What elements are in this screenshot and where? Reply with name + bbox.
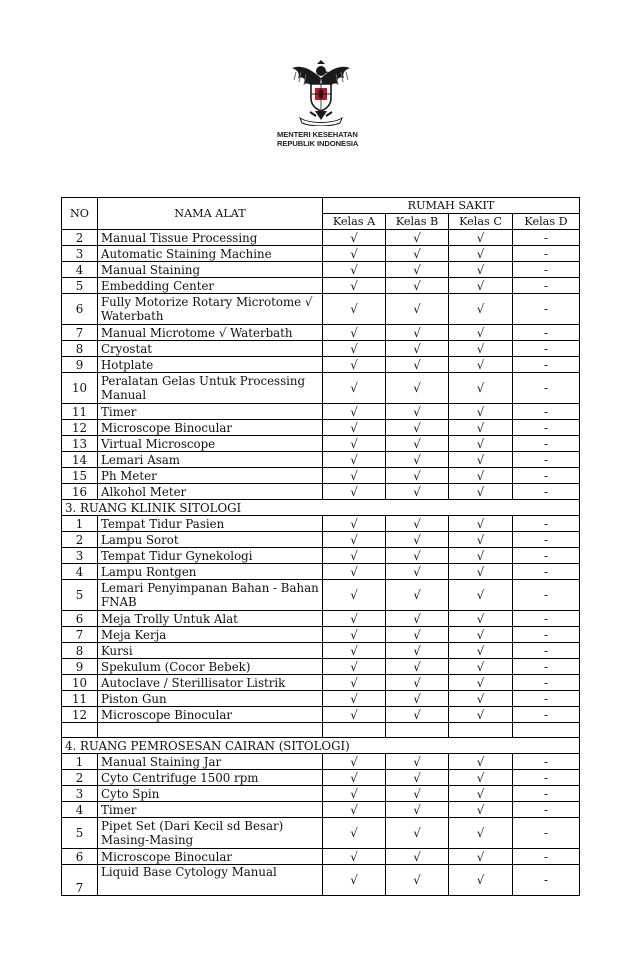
- class-mark: √: [386, 786, 449, 802]
- row-number: 3: [62, 548, 98, 564]
- table-row: [62, 341, 580, 357]
- class-mark: -: [513, 548, 580, 564]
- table-row: [62, 849, 580, 865]
- class-mark: √: [323, 516, 386, 532]
- class-mark: -: [513, 770, 580, 786]
- row-number: 1: [62, 754, 98, 770]
- table-row: [62, 420, 580, 436]
- row-number: 1: [62, 516, 98, 532]
- letterhead: [274, 58, 368, 148]
- class-mark: √: [449, 341, 513, 357]
- row-number: 4: [62, 802, 98, 818]
- class-mark: -: [513, 707, 580, 723]
- equipment-name: Tempat Tidur Pasien: [98, 516, 323, 532]
- row-number: 10: [62, 675, 98, 691]
- equipment-name: Cyto Centrifuge 1500 rpm: [98, 770, 323, 786]
- class-mark: -: [513, 865, 580, 896]
- equipment-name: Lampu Rontgen: [98, 564, 323, 580]
- table-row: [62, 770, 580, 786]
- equipment-name: Manual Staining: [98, 262, 323, 278]
- equipment-name: Meja Kerja: [98, 627, 323, 643]
- class-mark: √: [386, 294, 449, 325]
- class-mark: √: [323, 675, 386, 691]
- table-row: [62, 564, 580, 580]
- class-mark: -: [513, 325, 580, 341]
- equipment-name: Kursi: [98, 643, 323, 659]
- class-mark: √: [323, 230, 386, 246]
- class-mark: √: [449, 325, 513, 341]
- row-number: 11: [62, 404, 98, 420]
- equipment-name: Fully Motorize Rotary Microtome √ Waterbath: [98, 294, 323, 325]
- class-mark: √: [449, 357, 513, 373]
- class-mark: √: [386, 325, 449, 341]
- col-no-header: NO: [62, 198, 98, 230]
- equipment-name: Spekulum (Cocor Bebek): [98, 659, 323, 675]
- row-number: 8: [62, 341, 98, 357]
- row-number: 5: [62, 278, 98, 294]
- col-name-header: NAMA ALAT: [98, 198, 323, 230]
- class-mark: √: [449, 548, 513, 564]
- class-mark: -: [513, 373, 580, 404]
- table-row: [62, 436, 580, 452]
- class-mark: -: [513, 564, 580, 580]
- class-mark: √: [386, 754, 449, 770]
- class-mark: √: [386, 802, 449, 818]
- class-mark: √: [386, 659, 449, 675]
- class-mark: -: [513, 484, 580, 500]
- table-row: [62, 468, 580, 484]
- row-number: 3: [62, 246, 98, 262]
- equipment-name: Autoclave / Sterillisator Listrik: [98, 675, 323, 691]
- table-row: [62, 643, 580, 659]
- row-number: 2: [62, 770, 98, 786]
- equipment-name: Alkohol Meter: [98, 484, 323, 500]
- class-mark: √: [323, 246, 386, 262]
- class-mark: √: [386, 404, 449, 420]
- row-number: 7: [62, 865, 98, 896]
- class-header: Kelas B: [386, 214, 449, 230]
- letterhead-line-2: REPUBLIK INDONESIA: [277, 139, 359, 148]
- row-number: 6: [62, 611, 98, 627]
- equipment-name: Microscope Binocular: [98, 420, 323, 436]
- class-mark: √: [323, 532, 386, 548]
- equipment-name: Microscope Binocular: [98, 707, 323, 723]
- equipment-name: Lemari Asam: [98, 452, 323, 468]
- section-row: [62, 500, 580, 516]
- class-mark: √: [449, 849, 513, 865]
- row-number: 2: [62, 532, 98, 548]
- section-title: 4. RUANG PEMROSESAN CAIRAN (SITOLOGI): [62, 738, 580, 754]
- class-mark: √: [386, 484, 449, 500]
- row-number: 12: [62, 420, 98, 436]
- equipment-name: Liquid Base Cytology Manual: [98, 865, 323, 896]
- class-mark: √: [386, 548, 449, 564]
- row-number: 4: [62, 564, 98, 580]
- class-mark: -: [513, 532, 580, 548]
- equipment-name: Timer: [98, 404, 323, 420]
- table-row: [62, 786, 580, 802]
- table-row: [62, 691, 580, 707]
- row-number: 9: [62, 659, 98, 675]
- class-mark: √: [386, 675, 449, 691]
- class-mark: -: [513, 452, 580, 468]
- class-mark: √: [323, 420, 386, 436]
- class-mark: √: [449, 580, 513, 611]
- class-mark: √: [449, 802, 513, 818]
- row-number: 9: [62, 357, 98, 373]
- class-mark: √: [386, 818, 449, 849]
- class-header: Kelas D: [513, 214, 580, 230]
- class-mark: √: [449, 532, 513, 548]
- class-mark: -: [513, 580, 580, 611]
- class-mark: -: [513, 516, 580, 532]
- row-number: 6: [62, 294, 98, 325]
- class-mark: √: [449, 468, 513, 484]
- class-mark: √: [386, 627, 449, 643]
- class-mark: √: [386, 262, 449, 278]
- class-mark: √: [449, 436, 513, 452]
- section-row: [62, 738, 580, 754]
- class-mark: √: [386, 770, 449, 786]
- row-number: 7: [62, 627, 98, 643]
- empty-row: [62, 723, 580, 738]
- class-mark: √: [449, 770, 513, 786]
- table-row: [62, 865, 580, 896]
- equipment-name: Tempat Tidur Gynekologi: [98, 548, 323, 564]
- table-row: [62, 675, 580, 691]
- class-mark: √: [323, 786, 386, 802]
- class-mark: -: [513, 675, 580, 691]
- class-mark: √: [386, 691, 449, 707]
- class-mark: √: [323, 643, 386, 659]
- class-mark: √: [449, 452, 513, 468]
- row-number: 7: [62, 325, 98, 341]
- table-row: [62, 754, 580, 770]
- equipment-name: Meja Trolly Untuk Alat: [98, 611, 323, 627]
- empty-cell: [513, 723, 580, 738]
- class-mark: -: [513, 278, 580, 294]
- class-mark: √: [386, 436, 449, 452]
- class-mark: √: [449, 786, 513, 802]
- class-mark: √: [386, 373, 449, 404]
- class-mark: -: [513, 357, 580, 373]
- class-mark: √: [323, 627, 386, 643]
- class-mark: √: [323, 849, 386, 865]
- class-mark: √: [323, 436, 386, 452]
- class-mark: √: [449, 754, 513, 770]
- class-mark: -: [513, 611, 580, 627]
- class-mark: -: [513, 436, 580, 452]
- class-mark: √: [386, 341, 449, 357]
- class-mark: √: [323, 818, 386, 849]
- class-mark: √: [323, 404, 386, 420]
- equipment-name: Piston Gun: [98, 691, 323, 707]
- class-mark: √: [449, 564, 513, 580]
- row-number: 11: [62, 691, 98, 707]
- class-mark: √: [323, 548, 386, 564]
- class-mark: √: [449, 484, 513, 500]
- class-mark: √: [449, 278, 513, 294]
- class-mark: √: [386, 611, 449, 627]
- class-mark: √: [323, 373, 386, 404]
- class-mark: √: [449, 675, 513, 691]
- equipment-name: Ph Meter: [98, 468, 323, 484]
- class-header: Kelas A: [323, 214, 386, 230]
- class-mark: -: [513, 468, 580, 484]
- table-row: [62, 278, 580, 294]
- table-row: [62, 325, 580, 341]
- equipment-name: Lampu Sorot: [98, 532, 323, 548]
- class-mark: -: [513, 262, 580, 278]
- table-row: [62, 532, 580, 548]
- class-mark: √: [449, 373, 513, 404]
- row-number: 4: [62, 262, 98, 278]
- class-mark: -: [513, 802, 580, 818]
- equipment-name: Virtual Microscope: [98, 436, 323, 452]
- section-title: 3. RUANG KLINIK SITOLOGI: [62, 500, 580, 516]
- table-row: [62, 357, 580, 373]
- garuda-emblem-icon: [286, 58, 356, 126]
- class-mark: √: [449, 404, 513, 420]
- class-mark: √: [386, 707, 449, 723]
- class-mark: √: [449, 659, 513, 675]
- class-mark: √: [386, 564, 449, 580]
- empty-cell: [98, 723, 323, 738]
- equipment-name: Automatic Staining Machine: [98, 246, 323, 262]
- table-row: [62, 707, 580, 723]
- class-mark: -: [513, 627, 580, 643]
- class-mark: -: [513, 659, 580, 675]
- class-mark: -: [513, 818, 580, 849]
- class-mark: √: [449, 262, 513, 278]
- class-mark: √: [386, 452, 449, 468]
- equipment-name: Timer: [98, 802, 323, 818]
- class-mark: √: [323, 754, 386, 770]
- equipment-table: [61, 197, 580, 896]
- class-mark: √: [323, 357, 386, 373]
- row-number: 16: [62, 484, 98, 500]
- equipment-name: Cryostat: [98, 341, 323, 357]
- class-mark: √: [449, 865, 513, 896]
- group-header: RUMAH SAKIT: [323, 198, 580, 214]
- class-mark: -: [513, 230, 580, 246]
- class-mark: √: [386, 468, 449, 484]
- class-mark: -: [513, 691, 580, 707]
- row-number: 15: [62, 468, 98, 484]
- class-mark: √: [323, 865, 386, 896]
- class-mark: √: [323, 278, 386, 294]
- empty-cell: [62, 723, 98, 738]
- class-mark: √: [323, 611, 386, 627]
- equipment-name: Manual Staining Jar: [98, 754, 323, 770]
- row-number: 5: [62, 818, 98, 849]
- class-mark: √: [323, 341, 386, 357]
- class-mark: √: [386, 516, 449, 532]
- table-row: [62, 802, 580, 818]
- class-mark: √: [386, 865, 449, 896]
- table-row: [62, 404, 580, 420]
- equipment-name: Peralatan Gelas Untuk Processing Manual: [98, 373, 323, 404]
- row-number: 12: [62, 707, 98, 723]
- class-mark: √: [449, 707, 513, 723]
- class-mark: √: [386, 230, 449, 246]
- table-row: [62, 611, 580, 627]
- row-number: 3: [62, 786, 98, 802]
- class-mark: -: [513, 786, 580, 802]
- class-mark: √: [449, 516, 513, 532]
- class-mark: √: [323, 452, 386, 468]
- class-mark: -: [513, 246, 580, 262]
- equipment-name: Microscope Binocular: [98, 849, 323, 865]
- class-mark: √: [386, 580, 449, 611]
- row-number: 2: [62, 230, 98, 246]
- table-row: [62, 580, 580, 611]
- row-number: 5: [62, 580, 98, 611]
- class-mark: √: [449, 294, 513, 325]
- row-number: 10: [62, 373, 98, 404]
- table-row: [62, 818, 580, 849]
- row-number: 8: [62, 643, 98, 659]
- class-mark: √: [323, 325, 386, 341]
- class-mark: √: [449, 420, 513, 436]
- table-row: [62, 484, 580, 500]
- class-mark: √: [386, 278, 449, 294]
- class-mark: √: [323, 580, 386, 611]
- class-header: Kelas C: [449, 214, 513, 230]
- class-mark: √: [386, 246, 449, 262]
- equipment-name: Hotplate: [98, 357, 323, 373]
- row-number: 13: [62, 436, 98, 452]
- table-row: [62, 373, 580, 404]
- class-mark: √: [323, 707, 386, 723]
- table-row: [62, 262, 580, 278]
- class-mark: √: [449, 691, 513, 707]
- class-mark: √: [323, 294, 386, 325]
- equipment-name: Pipet Set (Dari Kecil sd Besar) Masing-Masing: [98, 818, 323, 849]
- class-mark: -: [513, 404, 580, 420]
- class-mark: -: [513, 643, 580, 659]
- table-row: [62, 516, 580, 532]
- table-row: [62, 246, 580, 262]
- table-row: [62, 294, 580, 325]
- class-mark: √: [323, 484, 386, 500]
- equipment-name: Cyto Spin: [98, 786, 323, 802]
- table-row: [62, 452, 580, 468]
- class-mark: √: [323, 802, 386, 818]
- letterhead-text: [277, 130, 368, 148]
- class-mark: -: [513, 754, 580, 770]
- empty-cell: [449, 723, 513, 738]
- class-mark: √: [449, 230, 513, 246]
- equipment-name: Manual Microtome √ Waterbath: [98, 325, 323, 341]
- row-number: 6: [62, 849, 98, 865]
- class-mark: √: [323, 770, 386, 786]
- class-mark: √: [323, 262, 386, 278]
- equipment-name: Manual Tissue Processing: [98, 230, 323, 246]
- class-mark: √: [386, 420, 449, 436]
- class-mark: √: [323, 691, 386, 707]
- table-row: [62, 230, 580, 246]
- class-mark: √: [323, 564, 386, 580]
- class-mark: √: [386, 532, 449, 548]
- letterhead-line-1: MENTERI KESEHATAN: [277, 130, 358, 139]
- equipment-name: Lemari Penyimpanan Bahan - Bahan FNAB: [98, 580, 323, 611]
- table-body: [62, 230, 580, 896]
- equipment-name: Embedding Center: [98, 278, 323, 294]
- row-number: 14: [62, 452, 98, 468]
- class-mark: √: [449, 643, 513, 659]
- class-mark: √: [449, 246, 513, 262]
- class-mark: √: [449, 611, 513, 627]
- table-row: [62, 627, 580, 643]
- class-mark: √: [449, 627, 513, 643]
- class-mark: √: [386, 849, 449, 865]
- class-mark: √: [323, 468, 386, 484]
- class-mark: -: [513, 420, 580, 436]
- header-row-1: [62, 198, 580, 214]
- class-mark: -: [513, 849, 580, 865]
- class-mark: √: [386, 643, 449, 659]
- table-row: [62, 548, 580, 564]
- class-mark: -: [513, 294, 580, 325]
- empty-cell: [323, 723, 386, 738]
- class-mark: √: [323, 659, 386, 675]
- empty-cell: [386, 723, 449, 738]
- class-mark: √: [449, 818, 513, 849]
- table-row: [62, 659, 580, 675]
- class-mark: √: [386, 357, 449, 373]
- class-mark: -: [513, 341, 580, 357]
